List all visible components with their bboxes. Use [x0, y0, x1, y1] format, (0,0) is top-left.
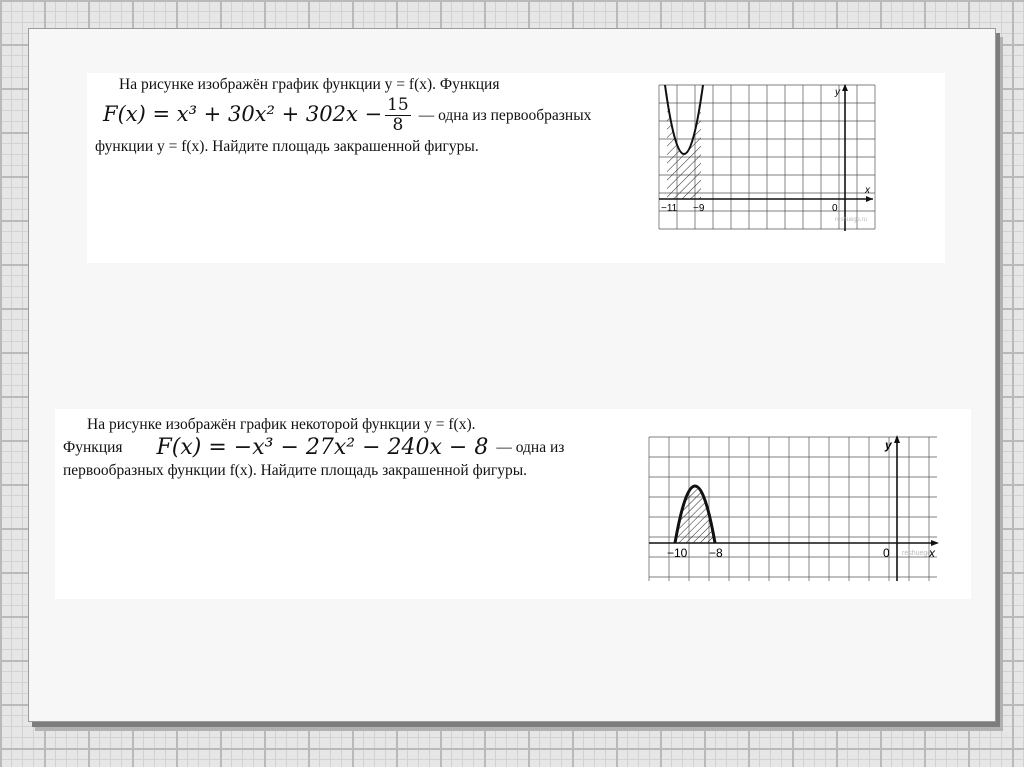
- problem-1-tick-label-0: 0: [832, 203, 838, 214]
- problem-2-line3: первообразных функции f(x). Найдите площадь закрашенной фигуры.: [63, 462, 528, 479]
- problem-2-tick-label-0: 0: [883, 546, 890, 560]
- problem-1-y-label: y: [835, 87, 840, 98]
- problem-2-text: [63, 413, 629, 482]
- problem-2-y-label: y: [885, 438, 892, 452]
- problem-1-x-arrow-icon: [866, 196, 873, 202]
- problem-1-x-label: x: [865, 185, 870, 196]
- fraction-denominator: 8: [392, 115, 404, 135]
- problem-2-card: [55, 409, 971, 599]
- problem-1-formula: [103, 96, 411, 135]
- problem-2-y-arrow-icon: [894, 435, 900, 443]
- problem-2-formula: F(x) = −x³ − 27x² − 240x − 8: [156, 435, 489, 460]
- problem-1-watermark: reshuege.ru: [835, 217, 868, 223]
- problem-1-tick-label-neg9: −9: [693, 203, 705, 214]
- problem-1-shaded-region: [667, 89, 701, 199]
- problem-1-tick-label-neg11: −11: [661, 203, 678, 214]
- problem-1-graph: [647, 81, 887, 241]
- problem-2-graph: [647, 433, 943, 585]
- problem-1-formula-text: F(x) = x³ + 30x² + 302x −: [103, 102, 383, 126]
- problem-2-formula-line: [63, 436, 629, 459]
- problem-2-line1: На рисунке изображён график некоторой функции y = f(x).: [87, 416, 476, 433]
- fraction-numerator: 15: [387, 95, 409, 115]
- problem-1-card: [87, 73, 945, 263]
- problem-1-graph-svg: [647, 81, 887, 241]
- problem-2-tick-label-neg8: −8: [709, 546, 723, 560]
- problem-2-label: Функция: [63, 439, 123, 456]
- problem-1-text: [95, 73, 633, 158]
- problem-1-fraction: [385, 96, 411, 135]
- problem-2-watermark: reshuege: [902, 550, 932, 557]
- problem-2-graph-svg: [647, 433, 943, 585]
- problem-2-tick-label-neg10: −10: [667, 546, 688, 560]
- problem-1-formula-tail: — одна из первообразных: [418, 107, 592, 124]
- slide: [28, 28, 996, 722]
- problem-1-line1: На рисунке изображён график функции y = f(x). Функция: [119, 76, 500, 93]
- problem-2-formula-tail: — одна из: [496, 439, 565, 456]
- problem-1-line3: функции y = f(x). Найдите площадь закрашенной фигуры.: [95, 138, 479, 155]
- problem-2-x-label: x: [929, 546, 935, 560]
- problem-1-formula-line: [95, 96, 633, 135]
